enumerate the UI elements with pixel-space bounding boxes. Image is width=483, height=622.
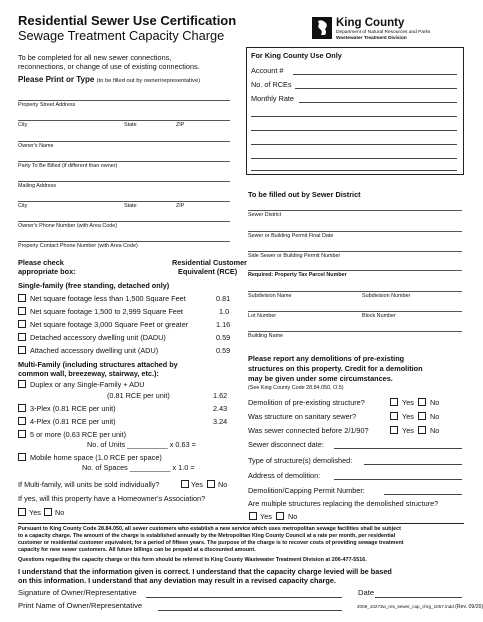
fiveplus-checkbox[interactable] (18, 430, 26, 438)
sf-rce-1: 0.81 (216, 294, 231, 303)
multiple-yes-checkbox[interactable] (249, 512, 257, 520)
block-number-label: Block Number (362, 313, 396, 319)
contact-phone-label: Property Contact Phone Number (with Area Code) (18, 243, 138, 249)
print-heading (18, 75, 200, 84)
signature-label: Signature of Owner/Representative (18, 588, 137, 597)
sold-question: If Multi-family, will units be sold individually? (18, 480, 160, 489)
footer-text-4: capacity for new sewer customers. All future billings can be prepaid at a discounted amount. (18, 547, 256, 553)
rce-heading-2: Equivalent (RCE) (178, 267, 238, 276)
form-id (357, 604, 483, 610)
sf-checkbox-1[interactable] (18, 294, 26, 302)
owner-phone-label: Owner's Phone Number (with Area Code) (18, 223, 118, 229)
sold-yes-checkbox[interactable] (181, 480, 189, 488)
state2-label: State (124, 203, 137, 209)
footer-text-2: to a capacity charge. The amount of the charge is established annually by the Metropolitan King County Council at a rate per month, per residential (18, 533, 396, 539)
demo-q1-no-checkbox[interactable] (418, 398, 426, 406)
revision: (Rev. 09/20) (455, 604, 483, 610)
demolition-heading-2: structures on this property. Credit for a demolition (248, 364, 423, 373)
parcel-label: Required: Property Tax Parcel Number (248, 272, 347, 278)
sf-rce-3: 1.16 (216, 320, 231, 329)
sold-yes-label: Yes (191, 480, 203, 489)
billed-party-label: Party To Be Billed (if different than owner) (18, 163, 118, 169)
demo-q2-yes-checkbox[interactable] (390, 412, 398, 420)
district-heading: To be filled out by Sewer District (248, 190, 361, 199)
building-name-label: Building Name (248, 333, 284, 339)
fourplex-checkbox[interactable] (18, 417, 26, 425)
mobile-label: Mobile home space (1.0 RCE per space) (30, 453, 162, 462)
demolition-q3: Was sewer connected before 2/1/90? (248, 426, 369, 435)
footer-text-1: Pursuant to King County Code 28.84.050, all sewer customers who establish a new service which uses metropolitan sewage facilities shall be subject (18, 526, 401, 532)
hoa-no-checkbox[interactable] (44, 508, 52, 516)
duplex-checkbox[interactable] (18, 380, 26, 388)
crown-logo-icon (312, 17, 332, 39)
property-street-label: Property Street Address (18, 102, 76, 108)
structure-types-label: Type of structure(s) demolished: (248, 456, 353, 465)
demo-q2-no: No (430, 412, 440, 421)
intro-line-1: To be completed for all new sewer connections, (18, 53, 172, 62)
sold-no-label: No (218, 480, 228, 489)
logo-dept: Department of Natural Resources and Parks (336, 30, 431, 35)
fiveplus-units: No. of Units __________ x 0.63 = (87, 440, 196, 449)
county-use-box (246, 47, 464, 175)
demolition-heading-3: may be given under some circumstances. (248, 374, 393, 383)
demolition-permit-label: Demolition/Capping Permit Number: (248, 486, 365, 495)
sf-rce-2: 1.0 (219, 307, 230, 316)
mailing-label: Mailing Address (18, 183, 57, 189)
sf-checkbox-4[interactable] (18, 333, 26, 341)
owner-name-label: Owner's Name (18, 143, 54, 149)
city2-label: City (18, 203, 28, 209)
print-heading-text: Please Print or Type (18, 75, 95, 84)
multiple-no-checkbox[interactable] (276, 512, 284, 520)
footer-text-3: customer or residential customer equivalent, for a period of fifteen years. The purpose of the charge is to recover costs of providing sewage treatment (18, 540, 404, 546)
multi-family-heading-2: common wall, breezeway, stairway, etc.): (18, 369, 159, 378)
zip2-label: ZIP (176, 203, 185, 209)
hoa-no-label: No (55, 508, 65, 517)
triplex-rce: 2.43 (213, 404, 228, 413)
form-title: Residential Sewer Use Certification (18, 13, 237, 28)
king-county-logo (312, 17, 462, 47)
multiple-yes: Yes (260, 512, 272, 521)
duplex-label-2: (0.81 RCE per unit) (107, 391, 170, 400)
subdivision-number-label: Subdivision Number (362, 293, 411, 299)
demo-q2-no-checkbox[interactable] (418, 412, 426, 420)
permit-final-date-label: Sewer or Building Permit Final Date (248, 233, 334, 239)
disconnect-date-label: Sewer disconnect date: (248, 440, 324, 449)
duplex-rce: 1.62 (213, 391, 228, 400)
demolition-q1: Demolition of pre-existing structure? (248, 398, 365, 407)
questions-line: Questions regarding the capacity charge or this form should be referred to King County Wastewater Treatment Division at 206-477-5516. (18, 557, 367, 563)
zip-label: ZIP (176, 122, 185, 128)
sf-label-5: Attached accessory dwelling unit (ADU) (30, 346, 159, 355)
sf-label-1: Net square footage less than 1,500 Square Feet (30, 294, 186, 303)
city-label: City (18, 122, 28, 128)
county-box-title: For King County Use Only (251, 51, 342, 60)
form-subtitle: Sewage Treatment Capacity Charge (18, 28, 225, 43)
account-label: Account # (251, 66, 284, 75)
duplex-label: Duplex or any Single-Family + ADU (30, 380, 145, 389)
print-name-label: Print Name of Owner/Representative (18, 601, 143, 610)
understand-line-1: I understand that the information given is correct. I understand that the capacity charge levied will be based (18, 567, 392, 576)
demo-q3-yes-checkbox[interactable] (390, 426, 398, 434)
multi-family-heading-1: Multi-Family (including structures attached by (18, 360, 178, 369)
demo-q1-yes-checkbox[interactable] (390, 398, 398, 406)
demolition-address-label: Address of demolition: (248, 471, 321, 480)
print-note: (to be filled out by owner/representative) (96, 78, 200, 84)
monthly-rate-label: Monthly Rate (251, 94, 294, 103)
state-label: State (124, 122, 137, 128)
sf-rce-4: 0.59 (216, 333, 231, 342)
sf-checkbox-5[interactable] (18, 346, 26, 354)
demo-q2-yes: Yes (402, 412, 414, 421)
logo-name: King County (336, 17, 405, 29)
rces-label: No. of RCEs (251, 80, 292, 89)
demo-q3-no-checkbox[interactable] (418, 426, 426, 434)
sf-checkbox-3[interactable] (18, 320, 26, 328)
multiple-no: No (288, 512, 298, 521)
date-label: Date (358, 588, 375, 597)
subdivision-name-label: Subdivision Name (248, 293, 292, 299)
intro-line-2: reconnections, or change of use of existing connections. (18, 62, 200, 71)
multiple-structures-question: Are multiple structures replacing the demolished structure? (248, 499, 439, 508)
understand-line-2: on this information. I understand that any deviation may result in a revised capacity charge. (18, 576, 336, 585)
hoa-yes-checkbox[interactable] (18, 508, 26, 516)
sf-rce-5: 0.59 (216, 346, 231, 355)
single-family-heading: Single-family (free standing, detached only) (18, 281, 170, 290)
demolition-heading-1: Please report any demolitions of pre-existing (248, 354, 405, 363)
hoa-question: If yes, will this property have a Homeowner's Association? (18, 494, 206, 503)
triplex-label: 3-Plex (0.81 RCE per unit) (30, 404, 116, 413)
demo-q3-no: No (430, 426, 440, 435)
check-heading-1: Please check (18, 258, 64, 267)
sf-label-3: Net square footage 3,000 Square Feet or greater (30, 320, 189, 329)
sf-checkbox-2[interactable] (18, 307, 26, 315)
fourplex-label: 4-Plex (0.81 RCE per unit) (30, 417, 116, 426)
demo-q3-yes: Yes (402, 426, 414, 435)
demolition-q2: Was structure on sanitary sewer? (248, 412, 357, 421)
fiveplus-label: 5 or more (0.63 RCE per unit) (30, 430, 127, 439)
demo-q1-yes: Yes (402, 398, 414, 407)
sold-no-checkbox[interactable] (207, 480, 215, 488)
sewer-district-label: Sewer District (248, 212, 282, 218)
hoa-yes-label: Yes (29, 508, 41, 517)
triplex-checkbox[interactable] (18, 404, 26, 412)
rce-heading-1: Residential Customer (172, 258, 248, 267)
side-sewer-label: Side Sewer or Building Permit Number (248, 253, 341, 259)
form-id-text: 2009_10273w_res_sewer_cap_chrg_1057.indd (357, 604, 454, 609)
fourplex-rce: 3.24 (213, 417, 228, 426)
mobile-spaces: No. of Spaces __________ x 1.0 = (82, 463, 195, 472)
sf-label-2: Net square footage 1,500 to 2,999 Square Feet (30, 307, 183, 316)
mobile-checkbox[interactable] (18, 453, 26, 461)
check-heading-2: appropriate box: (18, 267, 76, 276)
sf-label-4: Detached accessory dwelling unit (DADU) (30, 333, 166, 342)
logo-division: Wastewater Treatment Division (336, 36, 407, 41)
demo-q1-no: No (430, 398, 440, 407)
demolition-code: (See King County Code 28.84.050, O.5) (248, 385, 344, 391)
lot-number-label: Lot Number (248, 313, 277, 319)
